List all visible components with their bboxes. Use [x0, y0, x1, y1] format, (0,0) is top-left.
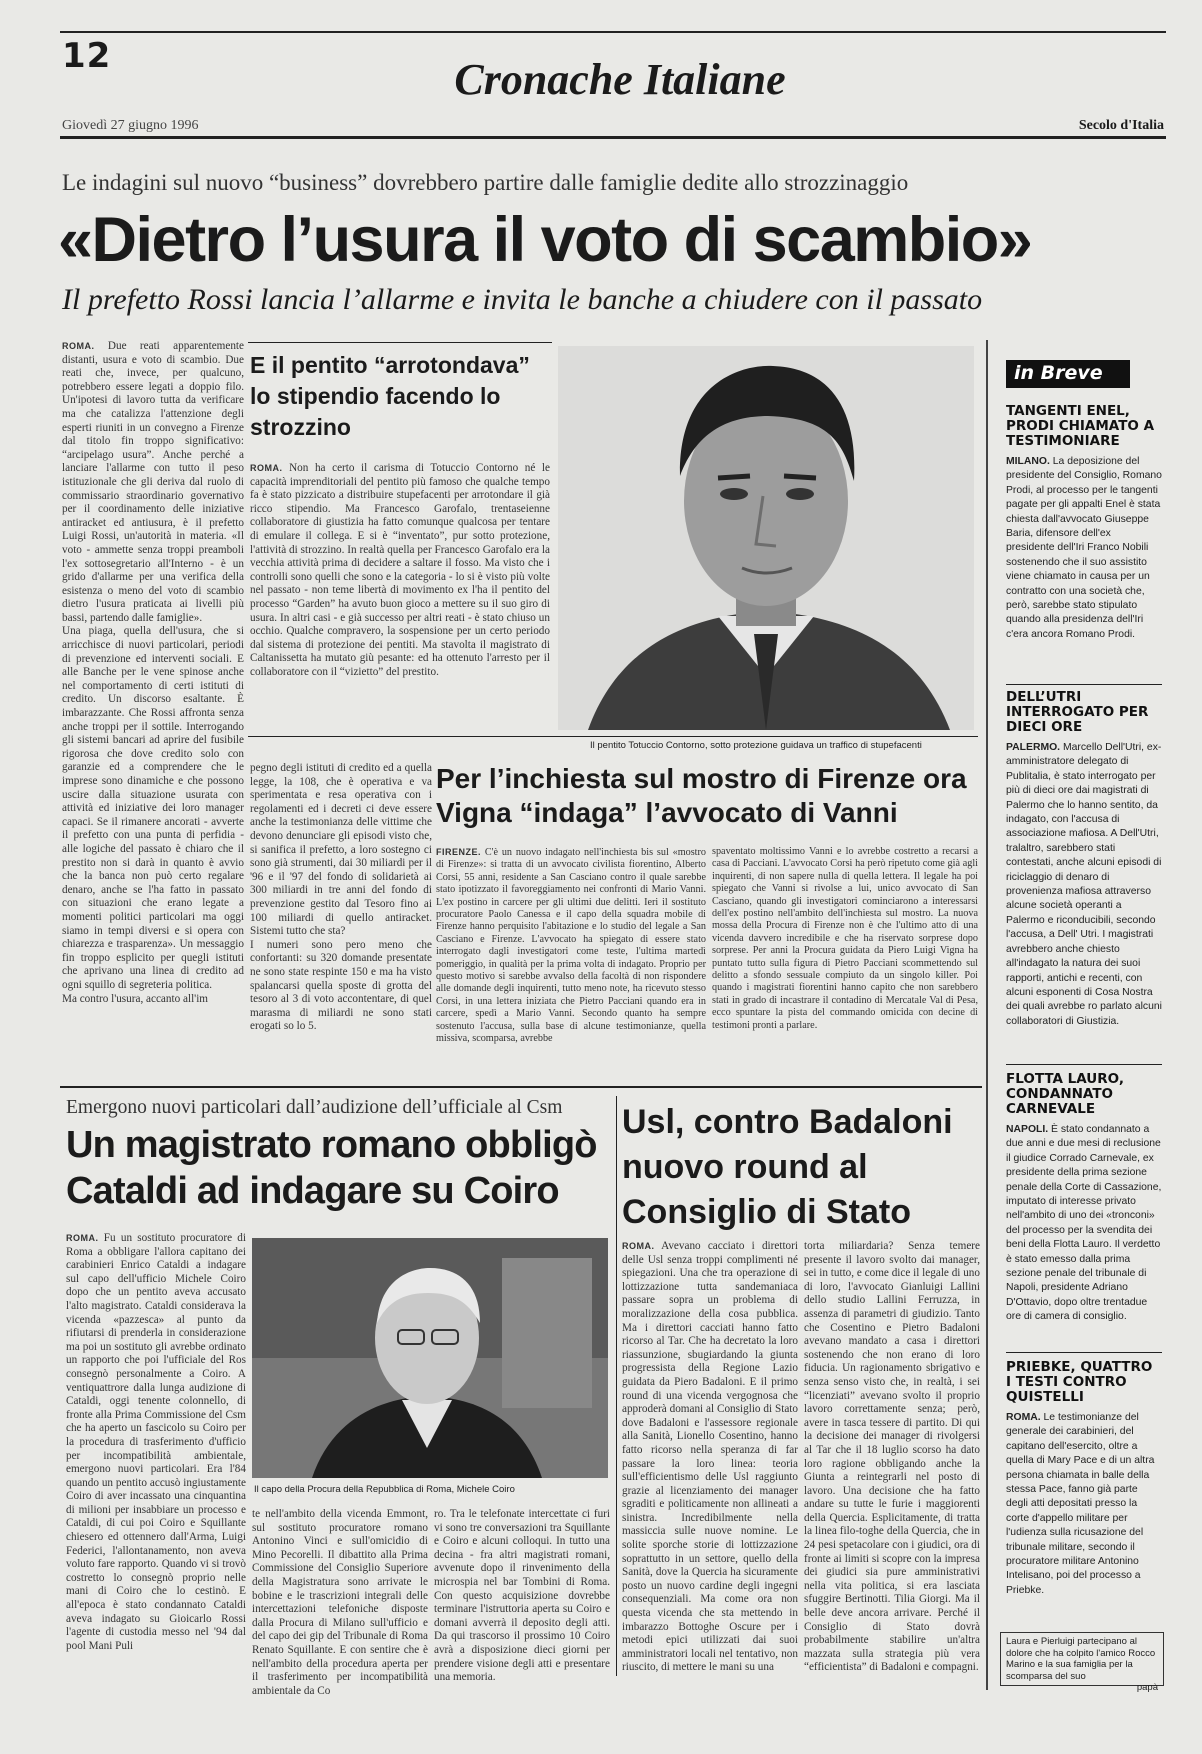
brief-1-dateline: MILANO.: [1006, 456, 1050, 467]
brief-1-text: La deposizione del presidente del Consiglio, Romano Prodi, al processo per le tangenti pagate per gli appalti Enel è stata chiesta dall'avvocato Giuseppe Baria, difensore dell'ex presidente dell'Iri Franco Nobili sostenendo che il suo assistito viene chiamato in causa per un contratto con una società che, però, sarebbe stato stipulato quando alla presidenza dell'Iri c'era ancora Romano Prodi.: [1006, 456, 1162, 640]
issue-date: Giovedì 27 giugno 1996: [62, 118, 199, 133]
coiro-portrait-illustration: [252, 1238, 608, 1478]
brief-2-title: DELL’UTRI INTERROGATO PER DIECI ORE: [1006, 689, 1149, 735]
mostro-text-1: C'è un nuovo indagato nell'inchiesta bis sul «mostro di Firenze»: si tratta di un avvocato civilista fiorentino, Alberto Corsi, 55 anni, residente a San Casciano contro il quale sarebbe stato ipotizzato il favoreggiamento nei confronti di Mario Vanni. L'ex postino in carcere per gli ultimi due delitti. Ieri il sostituto procuratore Paolo Canessa e il capo della squadra mobile di Firenze hanno perquisito l'abitazione e lo studio del legale a San Casciano e Firenze. L'avvocato ha spiegato di essere stato interrogato dagli investigatori come teste, l'ultima martedì pomeriggio, in qualità per la prima volta di indagato. Proprio per questo motivo si sarebbe avvalso della facoltà di non rispondere alle domande degli inquirenti, tutto meno note, ha ricevuto stesso Corsi, in una lettera iniziata che Pietro Pacciani quando era in carcere, spedì a Mario Vanni. Secondo quanto ha sempre sostenuto l'accusa, sulla base di alcune testimonianze, quella missiva, scomparsa, avrebbe: [436, 847, 706, 1045]
brief-3-text: È stato condannato a due anni e due mesi di reclusione il giudice Corrado Carnevale, ex presidente della prima sezione penale della Corte di Cassazione, imputato di interesse privato nell'ambito di uno dei «tronconi» del processo per la svendita dei beni della Flotta Lauro. Il verdetto è stato emesso dalla prima sezione penale del tribunale di Napoli, presidente Adriano D'Ottavio, dopo oltre trentadue ore di camera di consiglio.: [1006, 1124, 1162, 1323]
mostro-dateline: FIRENZE.: [436, 847, 482, 857]
pentito-headline: E il pentito “arrotondava” lo stipendio facendo lo strozzino: [250, 352, 530, 440]
lead-kicker: Le indagini sul nuovo “business” dovrebbero partire dalle famiglie dedite allo strozzinaggio: [62, 170, 909, 195]
page-number: 12: [62, 36, 112, 76]
lead-dateline: ROMA.: [62, 341, 95, 351]
coiro-text-2: te nell'ambito della vicenda Emmont, sul sostituto procuratore romano Antonino Vinci e sull'omicidio di Mino Pecorelli. Il dibattito alla Prima Commissione del Consiglio Superiore della Magistratura sono arrivate le bobine e le trascrizioni integrali delle intercettazioni telefoniche disposte dalla Procura di Milano sull'ufficio e del capo dei gip del Tribunale di Roma Renato Squillante. E con sentire che è nell'ambito della procedura aperta per il trasferimento per incompatibilità ambientale da Co: [252, 1508, 428, 1697]
brief-1-title: TANGENTI ENEL, PRODI CHIAMATO A TESTIMONIARE: [1006, 403, 1155, 449]
brief-4-dateline: ROMA.: [1006, 1412, 1041, 1423]
badaloni-text-1: Avevano cacciato i direttori delle Usl senza troppi complimenti né spiegazioni. Una che tra operazione di lottizzazione tutta sandemaniaca passare sopra un problema di moralizzazione della cosa pubblica. Ma i direttori cacciati hanno fatto ricorso al Tar. Che ha decretato la loro riassunzione, sbugiardando la giunta progressista della Regione Lazio guidata da Piero Badaloni. E il primo round di una vicenda vergognosa che approderà domani al Consiglio di Stato dove Badaloni e l'assessore regionale alla Sanità, Lionello Cosentino, hanno fatto ricorso nella speranza di far passare la loro linea: teoria sull'efficientismo delle Usl raggiunto grazie al licenziamento dei manager sgraditi e politicamente non allineati a sinistra. Incredibilmente nella massiccia sulle nuove nomine. Le solite sporche storie di lottizzazione soprattutto in un settore, quello della Sanità, dove la Quercia ha sicuramente posto un nuovo cardine degli ingegni consequenziali. Ma come ora non questa vicenda che sta mettendo in imbarazzo Bottoghe Oscure per i metodi epici utilizzati dai suoi amministratori locali nel tentativo, non riuscito, di mettere le mani su una: [622, 1240, 798, 1674]
brief-1: [1006, 404, 1162, 717]
brief-2-text: Marcello Dell'Utri, ex-amministratore delegato di Publitalia, è stato interrogato per più di dieci ore dai magistrati di Palermo che lo hanno sentito, da indagato, con l'accusa di associazione mafiosa. A Dell'Utri, tralaltro, sarebbero stati contestati, anche alcuni episodi di riciclaggio di denaro di provenienza mafiosa attraverso alcune società operanti a Palermo e riconducibili, secondo l'accusa, a Dell' Utri. I magistrati avrebbero anche chiesto all'indagato la natura dei suoi rapporti, antichi e recenti, con alcuni esponenti di Cosa Nostra dei quali avrebbe ro parlato alcuni collaboratori di Giustizia.: [1006, 742, 1162, 1027]
lead-text-3: Ma contro l'usura, accanto all'im: [62, 992, 209, 1005]
coiro-dateline: ROMA.: [66, 1233, 99, 1243]
newspaper-name: Secolo d'Italia: [1078, 118, 1164, 133]
pentito-text: Non ha certo il carisma di Totuccio Contorno né le capacità imprenditoriali del pentito più famoso che qualche tempo fa è stato pizzicato a distribuire stupefacenti per arrotondare il già ricco stipendio. Ma Francesco Garofalo, trentaseienne collaboratore di giustizia ha fatto comunque qualcosa per tentare di emulare il collega. E si è “inventato”, pur sotto protezione, l'attività di strozzino. In realtà quella per Francesco Garofalo era la vecchia attività prima di decidere a saltare il fosso. Ma visto che i controlli sono quelli che sono e la categoria - lo si è visto più volte nel passato - non teme libertà di movimento ex l'ha il pentito del processo “Garden” ha avuto buon gioco a mettere su il suo giro di usura. In altri casi - e già successo per altri reati - è stato chiuso un occhio. Qualche compravero, la sospensione per un certo periodo dal sistema di protezione dei pentiti. Ma stavolta il magistrato di Caltanissetta ha mutato giù pesante: ed ha ottenuto l'arresto per il collaboratore con il “vizietto” del prestito.: [250, 462, 550, 678]
brief-4: [1006, 1360, 1162, 1661]
mostro-text-2: spaventato moltissimo Vanni e lo avrebbe costretto a recarsi a casa di Pacciani. L'avvocato Corsi ha però ripetuto come già agli inquirenti, di non sapere nulla di quella lettera. Il legale ha poi spiegato che Vanni si rivolse a lui, unico avvocato di San Casciano, quando gli investigatori cominciarono a interessarsi dell'ex postino nell'ambito dell'inchiesta sul mostro. La nuova mossa della Procura di Firenze non è che l'ultimo atto di una vicenda davvero incredibile e che ha riservato sorprese dopo sorprese. Per anni la Procura guidata da Piero Luigi Vigna ha puntato tutto sulla figura di Pietro Pacciani scommettendo sul delitto a sfondo sessuale compiuto da un singolo killer. Poi quando i magistrati fiorentini hanno capito che non sarebbero stati in grado di incastrare il contadino di Mercatale Val di Pesa, ecco spuntare la pista del commando omicida con decine di testimoni pronti a parlare.: [712, 846, 978, 1031]
coiro-photo: [252, 1238, 608, 1478]
coiro-text-1: Fu un sostituto procuratore di Roma a obbligare l'allora capitano dei carabinieri Enrico Cataldi a indagare sul capo dell'ufficio Michele Coiro dopo che un pentito aveva accusato l'alto magistrato. Cataldi considerava la vicenda «pazzesca» al punto da rifiutarsi di prenderla in considerazione ma poi un sostituto gli avrebbe ordinato un rapporto che poi l'ufficiale del Ros consegnò personalmente a Coiro. A ventiquattrore dalla lunga audizione di Cataldi, oggi tenente colonnello, di fronte alla Prima Commissione del Csm che ha aperto un fascicolo su Coiro per la procedura di trasferimento d'ufficio per incompatibilità ambientale, emergono nuovi particolari. Era l'84 quando un pentito accusò ingiustamente Coiro di aver incassato una cinquantina di milioni per insabbiare un processo e Cataldi, di cui poi Coiro e Squillante chiesero ed ottennero dall'Arma, Luigi Federici, l'allontanamento, non aveva voluto fare rapporto. Quando vi si trovò costretto lo consegnò proprio nelle mani di Coiro che lo cestinò. E all'epoca è stato condannato Cataldi aveva indagato su Gioicarlo Rossi l'agente di custodia messo nel '94 dal pool Mani Puli: [66, 1232, 246, 1652]
brief-4-title: PRIEBKE, QUATTRO I TESTI CONTRO QUISTELLI: [1006, 1359, 1153, 1405]
badaloni-column-2: [804, 1240, 980, 1676]
coiro-photo-caption: Il capo della Procura della Repubblica di Roma, Michele Coiro: [254, 1484, 515, 1495]
brief-3: [1006, 1072, 1162, 1355]
pentito-photo-caption: Il pentito Totuccio Contorno, sotto protezione guidava un traffico di stupefacenti: [590, 740, 922, 751]
pentito-dateline: ROMA.: [250, 463, 283, 473]
brief-3-dateline: NAPOLI.: [1006, 1124, 1049, 1135]
obituary-box: [1000, 1632, 1164, 1693]
brief-3-title: FLOTTA LAURO, CONDANNATO CARNEVALE: [1006, 1071, 1124, 1117]
coiro-column-1: [66, 1232, 246, 1672]
brief-4-body: [1006, 1411, 1162, 1661]
coiro-column-2: [252, 1508, 428, 1697]
portrait-illustration: [558, 346, 974, 730]
obituary-signature: papà: [1136, 1682, 1158, 1693]
coiro-column-3: [434, 1508, 610, 1684]
mostro-column-2: [712, 846, 978, 1070]
mostro-headline: Per l’inchiesta sul mostro di Firenze ora Vigna “indaga” l’avvocato di Vanni: [436, 763, 967, 828]
badaloni-text-2: torta miliardaria? Senza temere presente il lavoro svolto dai manager, sei in tutto, e come dice il legale di uno di loro, l'avvocato Gianluigi Lallini dello studio Lallini Ferruzza, in assenza di parametri di giudizio. Tanto che Cosentino e Pietro Badaloni avevano mandato a casa i direttori sostenendo che non erano di loro fiducia. Un ragionamento sbrigativo e senza senso visto che, in realtà, i sei “licenziati” avevano svolto il proprio lavoro correttamente senza; però, avere in tasca tessere di partito. Di qui la decisione dei manager di rivolgersi al Tar che il 18 luglio scorso ha dato loro ragione obbligando anche la Giunta a reintegrarli nel posto di lavoro. Una decisione che ha fatto andare su tutte le furie i maggiorenti della Quercia. Esplicitamente, di tratta la linea filo-toghe della Quercia, che in 24 pesi spetacolare con i giudici, ora di fronte ai limiti si scopre con la impresa dei giudici sia pure amministrativi nella vita politica, si era lasciata sfuggire Bertinotti. Tilia Giorgi. Ma il belle deve ancora arrivare. Perché il Consiglio di Stato dovrà probabilmente stabilire un'altra mazzata sulla strategia più vera “efficientista” di Badaloni e compagni.: [804, 1240, 980, 1674]
badaloni-column-1: [622, 1240, 798, 1676]
brief-4-text: Le testimonianze del generale dei carabinieri, del capitano dell'esercito, oltre a quella di Mary Pace e di un altra persona chiamata in balle della stessa Pace, fanno già parte degli atti depositati presso la corte d'appello militare per l'udienza sulla ricusazione del tribunale militare, secondo il procuratore militare Antonino Intelisano, poi del processo a Priebke.: [1006, 1412, 1155, 1596]
brief-2-dateline: PALERMO.: [1006, 742, 1061, 753]
brief-3-body: [1006, 1123, 1162, 1355]
pentito-photo: [558, 346, 974, 730]
lead-text-5: I numeri sono pero meno che confortanti: su 320 domande presentate ne sono state respinte 150 e ma ha visto spalancarsi quella sposte di grotta del tesoro al 3 di voto accontentare, di quel marasma di miliardi ne sono stati erogati so lo 5.: [250, 938, 432, 1033]
lead-headline: «Dietro l’usura il voto di scambio»: [58, 205, 1032, 275]
lead-column-1: [62, 340, 244, 1072]
badaloni-dateline: ROMA.: [622, 1241, 655, 1251]
badaloni-headline: Usl, contro Badaloni nuovo round al Consiglio di Stato: [622, 1103, 953, 1231]
lead-column-2: [250, 762, 432, 1072]
lead-text-4: pegno degli istituti di credito ed a quella legge, la 108, che è operativa e va sperimentata e resa operativa con i regolamenti ed i decreti ci deve essere anche la testimonianza delle vittime che devono denunciare gli episodi visto che, si sanifica il prefetto, a loro sostegno ci sono già strumenti, dai 30 miliardi per il '96 e il '97 del fondo di solidarietà ai 300 miliardi in tre anni del fondo di prevenzione gestito dal Tesoro fino ai 100 miliardi di quello antiracket. Sistemi tutto che sta?: [250, 762, 432, 938]
obituary-text: Laura e Pierluigi partecipano al dolore che ha colpito l'amico Rocco Marino e la sua famiglia per la scomparsa del suo: [1006, 1636, 1156, 1682]
mostro-column-1: [436, 846, 706, 1070]
brief-1-body: [1006, 455, 1162, 717]
lead-text-2: Una piaga, quella dell'usura, che si arricchisce di nuovi particolari, periodi di prevenzione ed interventi sociali. E alle Banche per le vene spinose anche nel comportamento di certi istituti di credito. Un discorso esaltante. È imbarazzante. Che Rossi affronta senza anche troppi per il sottile. Interrogando gli sistemi bancari ad aprire del fusibile rigorosa che dove credito solo con garanzie ed a comprendere che le imprese sono dinamiche e che possono uscire dalla situazione usurata con attività ed iniziative dei loro manager capaci. Se il rimanere ancorati - avverte il prefetto con una punta di perfidia - alle logiche del passato è chiaro che il prestito non si darà in quanto è avvio che la banca non può certo regalare denaro, anche se l'ha fatto in passato con situazioni che erano legate a momenti politici particolari ma oggi siamo in tempi diversi e si opera con chiarezza e trasparenza». Un messaggio fin troppo esplicito per quegli istituti che aprivano una linea di credito ad ogni squillo di segreteria politica.: [62, 625, 244, 991]
lead-subhead: Il prefetto Rossi lancia l’allarme e invita le banche a chiudere con il passato: [62, 283, 983, 316]
brief-2-body: [1006, 741, 1162, 1059]
lead-text-1: Due reati apparentemente distanti, usura e voto di scambio. Due reati che, invece, per qualcuno, potrebbero essere legati a doppio filo. Un'ipotesi di lavoro tutta da verificare ma che catalizza l'attenzione degli esperti riuniti in un convegno a Firenze dal titolo fin troppo significativo: “arcipelago usura”. Anche perché a lanciare l'allarme con tutto il peso istituzionale che gli deriva dal ruolo di commissario straordinario governativo per il coordinamento delle iniziative antiracket ed antiusura, è il prefetto Luigi Rossi, un'autorità in materia. «Il voto - ammette senza troppi preamboli l'ex sottosegretario all'Interno - è un grido d'allarme per una verifica della esistenza o meno del voto di scambio dietro l'usura praticata ai livelli più bassi, partendo dalle famiglie».: [62, 340, 244, 624]
brevi-title: in Breve: [1014, 362, 1103, 384]
coiro-kicker: Emergono nuovi particolari dall’audizione dell’ufficiale al Csm: [66, 1097, 563, 1118]
section-title: Cronache Italiane: [454, 55, 786, 104]
pentito-article: [250, 462, 550, 722]
coiro-text-3: ro. Tra le telefonate intercettate ci furi vi sono tre conversazioni tra Squillante e Coiro e alcuni colloqui. In tutto una decina - fra altri magistrati romani, avvenute dopo il rinvenimento della microspia nel bar Tombini di Roma. Con questo acquisizione dovrebbe terminare l'istruttoria aperta su Coiro e domani avverrà il deposito degli atti. Da qui trascorso il prossimo 10 Coiro avrà a disposizione dieci giorni per prendere visione degli atti e presentare una memoria.: [434, 1508, 610, 1684]
brief-2: [1006, 690, 1162, 1059]
brevi-header: [1006, 360, 1130, 388]
coiro-headline: Un magistrato romano obbligò Cataldi ad indagare su Coiro: [66, 1124, 597, 1212]
